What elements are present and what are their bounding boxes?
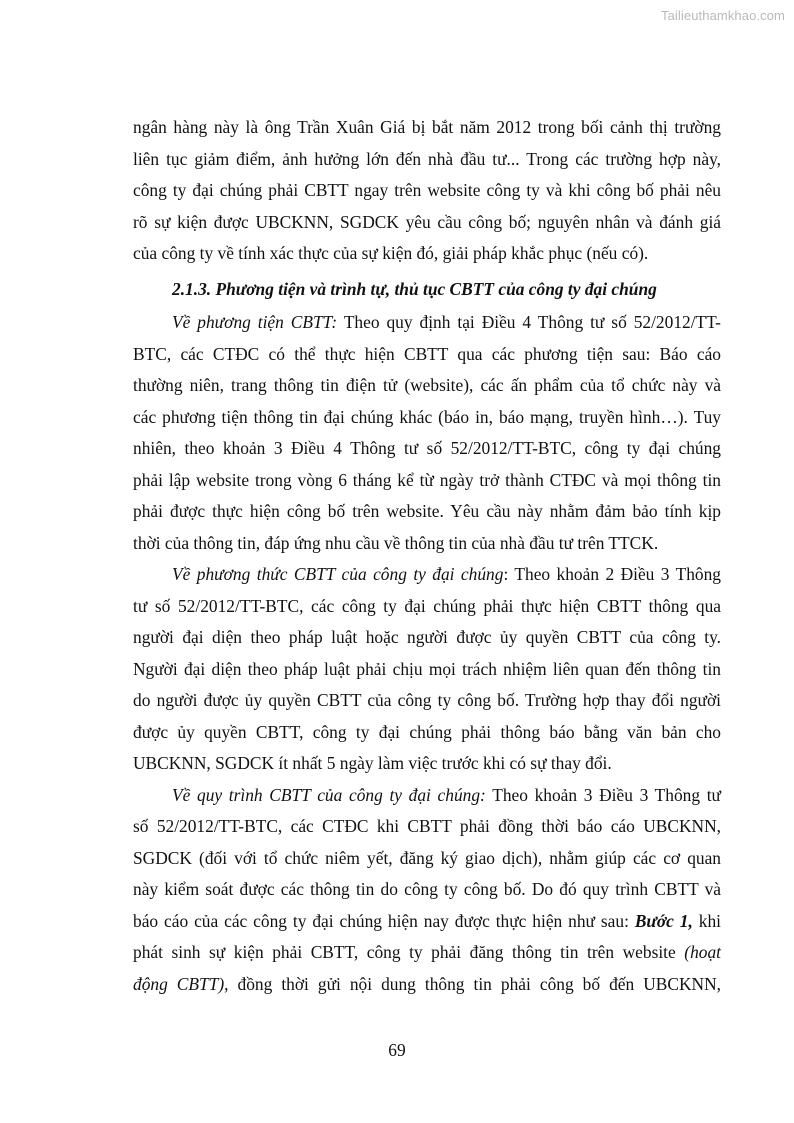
text-line: phải được thực hiện công bố trên website. Yêu cầu này nhằm đảm bảo tính kịp bbox=[133, 501, 721, 521]
text-line: Người đại diện theo pháp luật phải chịu mọi trách nhiệm liên quan đến thông tin bbox=[133, 658, 721, 679]
text-line: người đại diện theo pháp luật hoặc người được ủy quyền CBTT của công ty. bbox=[133, 627, 721, 647]
text-run: : Theo khoản 2 Điều 3 Thông bbox=[503, 564, 722, 584]
text-line bbox=[133, 937, 721, 969]
paragraph-lead: Về phương tiện CBTT: bbox=[172, 312, 338, 332]
text-line: các phương tiện thông tin đại chúng khác (báo in, báo mạng, truyền hình…). Tuy bbox=[133, 406, 721, 427]
text-line: phải lập website trong vòng 6 tháng kể từ ngày trở thành CTĐC và mọi thông tin bbox=[133, 469, 721, 490]
text-line: SGDCK (đối với tổ chức niêm yết, đăng ký giao dịch), nhằm giúp các cơ quan bbox=[133, 847, 721, 868]
text-line: số 52/2012/TT-BTC, các CTĐC khi CBTT phải đồng thời báo cáo UBCKNN, bbox=[133, 816, 721, 836]
text-line: UBCKNN, SGDCK ít nhất 5 ngày làm việc trước khi có sự thay đổi. bbox=[133, 753, 612, 773]
text-line: được ủy quyền CBTT, công ty đại chúng phải thông báo bằng văn bản cho bbox=[133, 721, 721, 742]
italic-run: động CBTT) bbox=[133, 973, 225, 994]
text-line: ngân hàng này là ông Trần Xuân Giá bị bắt năm 2012 trong bối cảnh thị trường bbox=[133, 117, 721, 137]
italic-run: (hoạt bbox=[684, 942, 721, 962]
step-label: Bước 1, bbox=[634, 910, 693, 931]
section-heading: 2.1.3. Phương tiện và trình tự, thủ tục CBTT của công ty đại chúng bbox=[172, 278, 657, 299]
text-line: thời của thông tin, đáp ứng nhu cầu về thông tin của nhà đầu tư trên TTCK. bbox=[133, 532, 659, 553]
text-line: rõ sự kiện được UBCKNN, SGDCK yêu cầu công bố; nguyên nhân và đánh giá bbox=[133, 211, 721, 232]
text-line bbox=[133, 559, 721, 591]
text-line bbox=[133, 906, 721, 938]
text-run: Theo khoản 3 Điều 3 Thông tư bbox=[485, 784, 721, 805]
text-run: , đồng thời gửi nội dung thông tin phải công bố đến UBCKNN, bbox=[224, 973, 721, 994]
paragraph-lead: Về phương thức CBTT của công ty đại chúng bbox=[172, 564, 504, 584]
page-number: 69 bbox=[388, 1040, 406, 1060]
page-body bbox=[133, 112, 721, 1000]
text-line: nhiên, theo khoản 3 Điều 4 Thông tư số 52/2012/TT-BTC, công ty đại chúng bbox=[133, 438, 721, 458]
text-line bbox=[133, 307, 721, 339]
text-line: công ty đại chúng phải CBTT ngay trên website công ty và khi công bố phải nêu bbox=[133, 180, 721, 200]
watermark: Tailieuthamkhao.com bbox=[660, 8, 785, 23]
paragraph-lead: Về quy trình CBTT của công ty đại chúng: bbox=[172, 784, 486, 805]
text-line: BTC, các CTĐC có thể thực hiện CBTT qua các phương tiện sau: Báo cáo bbox=[133, 343, 721, 364]
text-line: tư số 52/2012/TT-BTC, các công ty đại chúng phải thực hiện CBTT thông qua bbox=[133, 595, 721, 616]
text-line bbox=[133, 969, 721, 1001]
text-line bbox=[133, 780, 721, 812]
text-run: phát sinh sự kiện phải CBTT, công ty phải đăng thông tin trên website bbox=[133, 942, 685, 962]
text-run: khi bbox=[692, 910, 721, 931]
text-line: liên tục giảm điểm, ảnh hưởng lớn đến nhà đầu tư... Trong các trường hợp này, bbox=[133, 148, 721, 169]
text-line: thường niên, trang thông tin điện tử (website), các ấn phẩm của tổ chức này và bbox=[133, 375, 721, 395]
text-line: của công ty về tính xác thực của sự kiện đó, giải pháp khắc phục (nếu có). bbox=[133, 243, 649, 263]
text-line: do người được ủy quyền CBTT của công ty công bố. Trường hợp thay đổi người bbox=[133, 690, 721, 710]
text-line: này kiểm soát được các thông tin do công ty công bố. Do đó quy trình CBTT và bbox=[133, 879, 721, 899]
text-run: Theo quy định tại Điều 4 Thông tư số 52/2012/TT- bbox=[337, 312, 721, 332]
text-run: báo cáo của các công ty đại chúng hiện nay được thực hiện như sau: bbox=[133, 910, 635, 931]
